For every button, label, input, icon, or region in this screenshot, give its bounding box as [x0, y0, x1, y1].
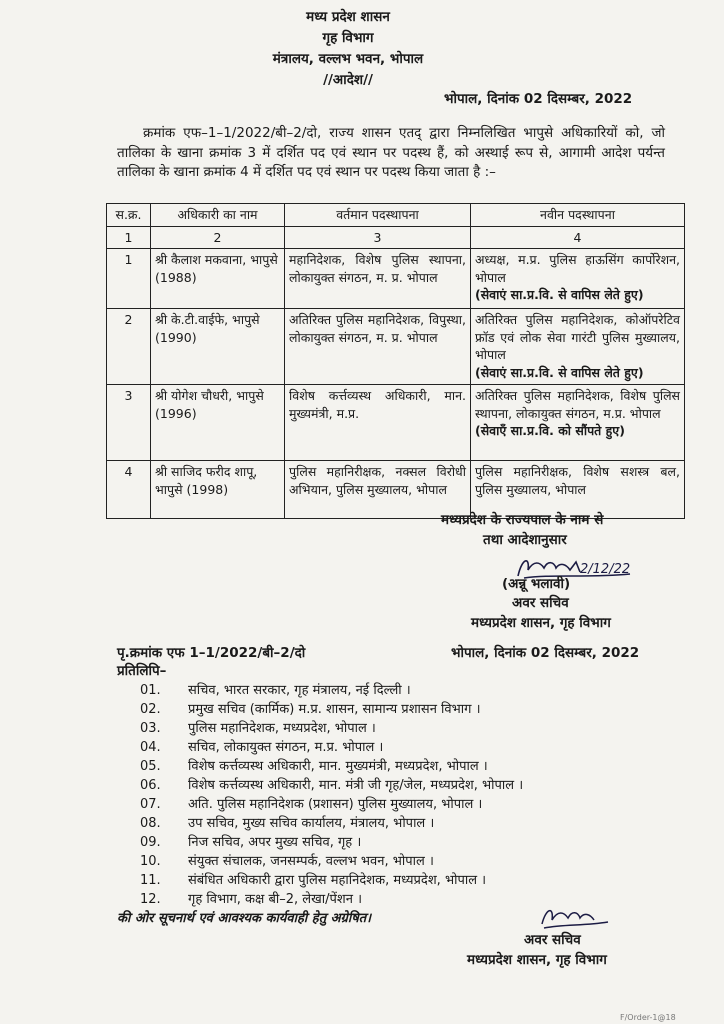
signature-date: 2/12/22	[580, 562, 631, 577]
current-posting: पुलिस महानिरीक्षक, नक्सल विरोधी अभियान, पुलिस मुख्यालय, भोपाल	[285, 461, 471, 519]
new-posting: अतिरिक्त पुलिस महानिदेशक, कोऑपरेटिव फ्रॉड एवं लोक सेवा गारंटी पुलिस मुख्यालय, भोपाल	[475, 312, 680, 362]
new-posting: पुलिस महानिरीक्षक, विशेष सशस्त्र बल, पुलिस मुख्यालय, भोपाल	[471, 461, 685, 519]
table-header-row	[107, 204, 685, 227]
item-text: निज सचिव, अपर मुख्य सचिव, गृह ।	[188, 835, 362, 850]
serial-number: 1	[107, 249, 151, 309]
header-department: गृह विभाग	[322, 30, 374, 46]
list-item	[140, 871, 620, 890]
item-number: 10.	[140, 854, 161, 869]
header-order-title: //आदेश//	[323, 72, 373, 88]
item-text: सचिव, भारत सरकार, गृह मंत्रालय, नई दिल्ली ।	[188, 683, 411, 698]
item-number: 08.	[140, 816, 161, 831]
copy-date: भोपाल, दिनांक 02 दिसम्बर, 2022	[451, 645, 640, 661]
item-text: प्रमुख सचिव (कार्मिक) म.प्र. शासन, सामान्य प्रशासन विभाग ।	[188, 702, 481, 717]
item-number: 09.	[140, 835, 161, 850]
item-number: 03.	[140, 721, 161, 736]
handwritten-signature-2	[534, 900, 614, 934]
signatory-designation: अवर सचिव	[512, 595, 569, 611]
officer-name: श्री योगेश चौधरी, भापुसे (1996)	[151, 385, 285, 461]
posting-table	[106, 203, 685, 519]
item-number: 06.	[140, 778, 161, 793]
officer-name: श्री कैलाश मकवाना, भापुसे (1988)	[151, 249, 285, 309]
forwarding-note: की ओर सूचनार्थ एवं आवश्यक कार्यवाही हेतु अग्रेषित।	[117, 911, 372, 926]
current-posting: विशेष कर्त्तव्यस्थ अधिकारी, मान. मुख्यमंत्री, म.प्र.	[285, 385, 471, 461]
posting-note: (सेवाएं सा.प्र.वि. से वापिस लेते हुए)	[475, 287, 644, 302]
signatory-name: (अन्नू भलावी)	[502, 576, 571, 592]
item-text: विशेष कर्त्तव्यस्थ अधिकारी, मान. मुख्यमंत्री, मध्यप्रदेश, भोपाल ।	[188, 759, 488, 774]
orders-line: तथा आदेशानुसार	[483, 532, 567, 548]
copy-list	[140, 681, 620, 909]
item-text: गृह विभाग, कक्ष बी–2, लेखा/पेंशन ।	[188, 892, 362, 907]
officer-name: श्री साजिद फरीद शापू, भापुसे (1998)	[151, 461, 285, 519]
signatory-department: मध्यप्रदेश शासन, गृह विभाग	[471, 615, 611, 631]
column-number-row	[107, 226, 685, 249]
item-text: संयुक्त संचालक, जनसम्पर्क, वल्लभ भवन, भोपाल ।	[188, 854, 434, 869]
item-text: अति. पुलिस महानिदेशक (प्रशासन) पुलिस मुख्यालय, भोपाल ।	[188, 797, 483, 812]
column-header: वर्तमान पदस्थापना	[285, 204, 471, 227]
column-number: 4	[471, 226, 685, 249]
governor-line: मध्यप्रदेश के राज्यपाल के नाम से	[441, 512, 604, 528]
item-number: 11.	[140, 873, 161, 888]
current-posting: महानिदेशक, विशेष पुलिस स्थापना, लोकायुक्त संगठन, म. प्र. भोपाल	[285, 249, 471, 309]
column-number: 2	[151, 226, 285, 249]
list-item	[140, 681, 620, 700]
signatory-designation-2: अवर सचिव	[524, 932, 581, 948]
column-number: 3	[285, 226, 471, 249]
column-header: अधिकारी का नाम	[151, 204, 285, 227]
officer-name: श्री के.टी.वाईफे, भापुसे (1990)	[151, 309, 285, 385]
list-item	[140, 795, 620, 814]
new-posting: अध्यक्ष, म.प्र. पुलिस हाऊसिंग कार्पोरेशन, भोपाल	[475, 252, 680, 285]
order-place-date: भोपाल, दिनांक 02 दिसम्बर, 2022	[444, 91, 633, 107]
item-text: पुलिस महानिदेशक, मध्यप्रदेश, भोपाल ।	[188, 721, 376, 736]
new-posting-cell	[471, 249, 685, 309]
item-number: 04.	[140, 740, 161, 755]
new-posting-cell	[471, 309, 685, 385]
serial-number: 4	[107, 461, 151, 519]
list-item	[140, 738, 620, 757]
item-text: उप सचिव, मुख्य सचिव कार्यालय, मंत्रालय, भोपाल ।	[188, 816, 435, 831]
list-item	[140, 757, 620, 776]
item-number: 05.	[140, 759, 161, 774]
column-header: स.क्र.	[107, 204, 151, 227]
signatory-department-2: मध्यप्रदेश शासन, गृह विभाग	[467, 952, 607, 968]
column-header: नवीन पदस्थापना	[471, 204, 685, 227]
column-number: 1	[107, 226, 151, 249]
list-item	[140, 700, 620, 719]
list-item	[140, 719, 620, 738]
table-row	[107, 249, 685, 309]
list-item	[140, 833, 620, 852]
item-number: 01.	[140, 683, 161, 698]
item-text: विशेष कर्त्तव्यस्थ अधिकारी, मान. मंत्री जी गृह/जेल, मध्यप्रदेश, भोपाल ।	[188, 778, 524, 793]
table-row	[107, 309, 685, 385]
current-posting: अतिरिक्त पुलिस महानिदेशक, विपुस्था, लोकायुक्त संगठन, म. प्र. भोपाल	[285, 309, 471, 385]
header-address: मंत्रालय, वल्लभ भवन, भोपाल	[272, 51, 424, 67]
list-item	[140, 814, 620, 833]
header-state: मध्य प्रदेश शासन	[306, 9, 390, 25]
serial-number: 3	[107, 385, 151, 461]
item-text: सचिव, लोकायुक्त संगठन, म.प्र. भोपाल ।	[188, 740, 384, 755]
item-number: 07.	[140, 797, 161, 812]
item-number: 02.	[140, 702, 161, 717]
copy-heading: प्रतिलिपि–	[117, 663, 167, 679]
copy-reference: पृ.क्रमांक एफ 1–1/2022/बी–2/दो	[117, 645, 306, 661]
item-number: 12.	[140, 892, 161, 907]
corner-mark: F/Order-1@18	[620, 1013, 676, 1022]
list-item	[140, 776, 620, 795]
serial-number: 2	[107, 309, 151, 385]
new-posting: अतिरिक्त पुलिस महानिदेशक, विशेष पुलिस स्थापना, लोकायुक्त संगठन, म.प्र. भोपाल	[475, 388, 680, 421]
posting-note: (सेवाएं सा.प्र.वि. से वापिस लेते हुए)	[475, 364, 644, 380]
posting-note: (सेवाएँ सा.प्र.वि. को सौंपते हुए)	[475, 423, 625, 438]
new-posting-cell	[471, 385, 685, 461]
item-text: संबंधित अधिकारी द्वारा पुलिस महानिदेशक, मध्यप्रदेश, भोपाल ।	[188, 873, 487, 888]
table-row	[107, 385, 685, 461]
intro-paragraph: क्रमांक एफ–1–1/2022/बी–2/दो, राज्य शासन एतद् द्वारा निम्नलिखित भापुसे अधिकारियों को, जो तालिका के खाना क्रमांक 3 में दर्शित पद एवं स्थान पर पदस्थ हैं, को अस्थाई रूप से, आगामी आदेश पर्यन्त तालिका के खाना क्रमांक 4 में दर्शित पद एवं स्थान पर पदस्थ किया जाता है :–	[117, 125, 665, 180]
list-item	[140, 852, 620, 871]
